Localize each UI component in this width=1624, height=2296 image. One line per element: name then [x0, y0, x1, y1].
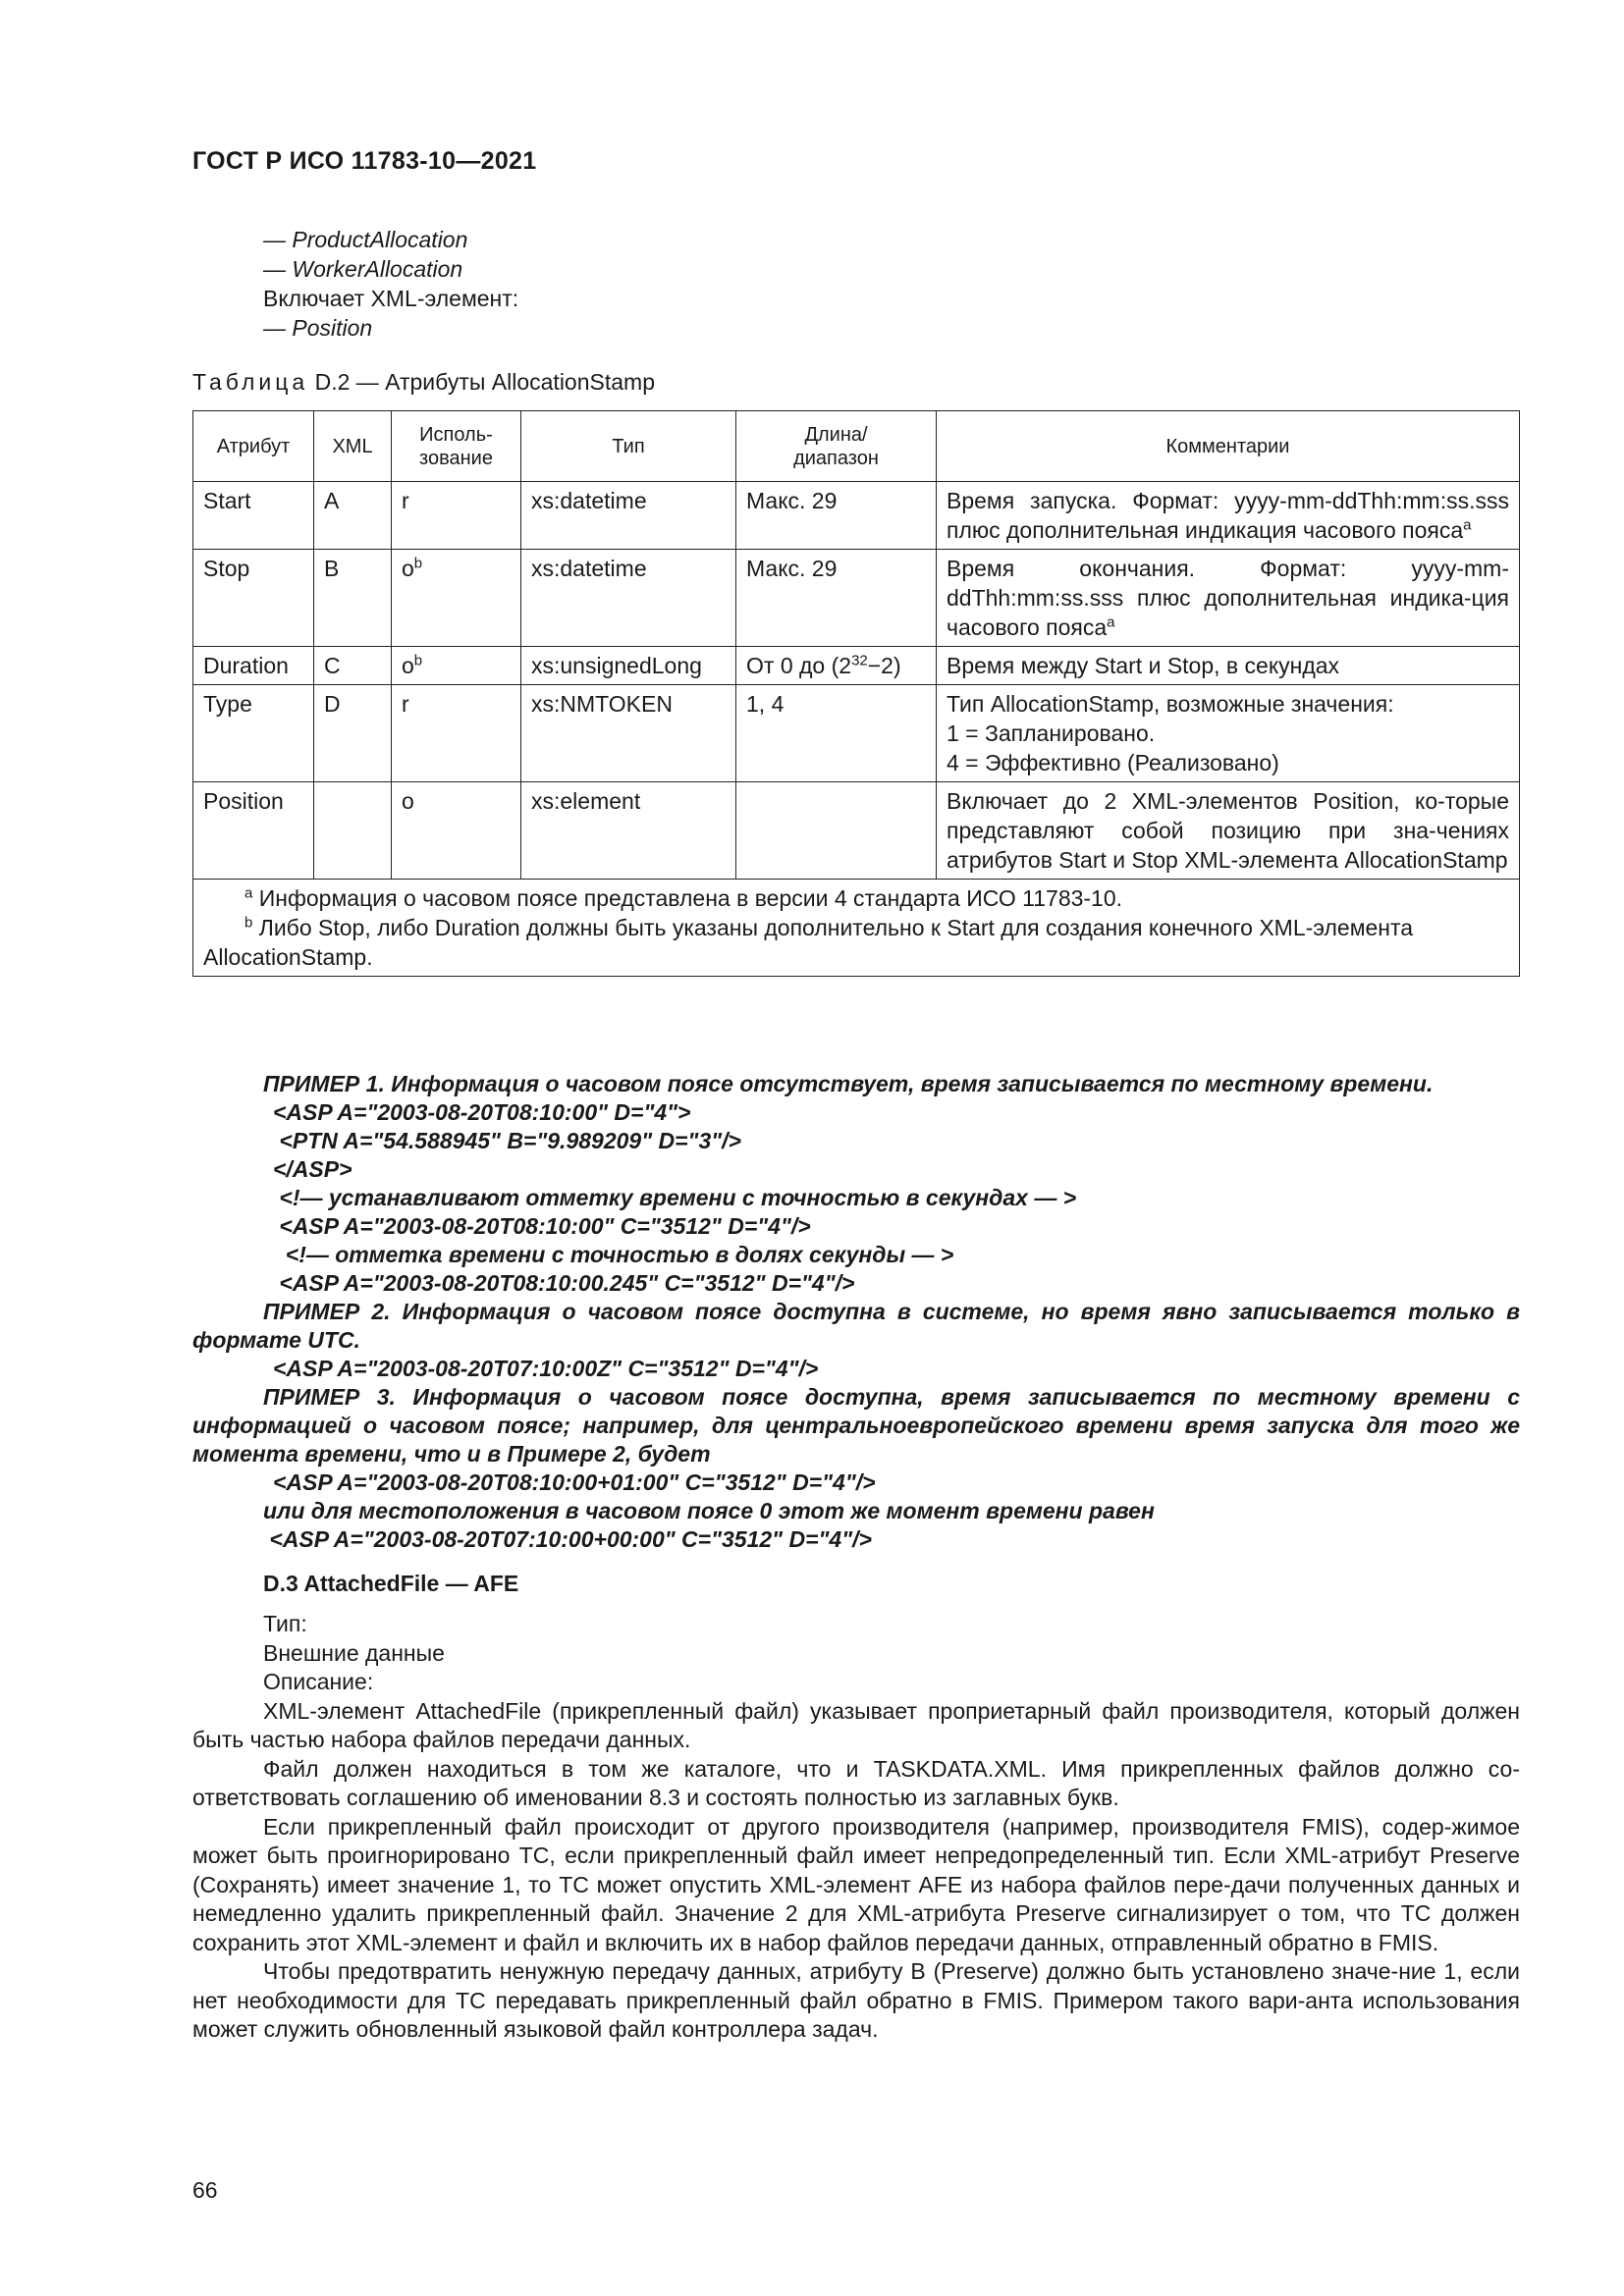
code-line: <ASP A="2003-08-20T07:10:00+00:00" C="3512" D="4"/>	[263, 1526, 872, 1552]
code-line: <ASP A="2003-08-20T07:10:00Z" C="3512" D="4"/>	[273, 1356, 819, 1381]
code-line: <!— устанавливают отметку времени с точностью в секундах — >	[273, 1185, 1077, 1210]
type-value: Внешние данные	[263, 1639, 445, 1666]
cell-comment	[937, 647, 1520, 685]
desc-label: Описание:	[263, 1669, 374, 1694]
cell-comment	[937, 685, 1520, 782]
use-sup: b	[413, 555, 423, 572]
cell-type: xs:element	[521, 782, 736, 880]
cell-attr: Type	[193, 685, 314, 782]
paragraph: Файл должен находиться в том же каталоге, что и TASKDATA.XML. Имя прикрепленных файлов должно со-ответствовать соглашению об именовании 8.3 и состоять полностью из заглавных букв.	[192, 1755, 1520, 1810]
use-value: o	[402, 653, 414, 678]
table-row	[193, 550, 1520, 647]
comment-text: Время окончания. Формат: yyyy-mm-ddThh:mm:ss.sss плюс дополнительная индика-ция часового пояса	[947, 556, 1509, 640]
examples-block	[192, 1070, 1520, 1554]
includes-item: — Position	[263, 315, 373, 341]
cell-use	[392, 685, 521, 782]
cell-len	[736, 647, 937, 685]
use-value: o	[402, 556, 414, 581]
cell-use	[392, 482, 521, 550]
use-value: r	[402, 488, 409, 513]
paragraph: Если прикрепленный файл происходит от другого производителя (например, производителя FMIS), содер-жимое может быть проигнорировано TC, если прикрепленный файл имеет непредопределенный тип. Если XML-атрибут Preserve (Сохранять) имеет значение 1, то TC может опустить XML-элемент AFE из набора файлов пере-дачи полученных данных и немедленно удалить прикрепленный файл. Значение 2 для XML-атрибута Preserve сигнализирует о том, что TC должен сохранить этот XML-элемент и файл и включить их в набор файлов передачи данных, отправленный обратно в FMIS.	[192, 1813, 1520, 1955]
footnote-a-mark: a	[244, 884, 253, 902]
cell-type: xs:datetime	[521, 482, 736, 550]
section-title: D.3 AttachedFile — AFE	[263, 1571, 519, 1596]
example-1-title: ПРИМЕР 1. Информация о часовом поясе отсутствует, время записывается по местному времени.	[263, 1071, 1434, 1096]
code-line: <ASP A="2003-08-20T08:10:00" C="3512" D="4"/>	[273, 1213, 811, 1239]
comment-text: Время запуска. Формат: yyyy-mm-ddThh:mm:ss.sss плюс дополнительная индикация часового пояса	[947, 488, 1509, 543]
example-2-title: ПРИМЕР 2. Информация о часовом поясе доступна в системе, но время явно записывается только в формате UTC.	[192, 1299, 1520, 1353]
cell-use	[392, 647, 521, 685]
document-header: ГОСТ Р ИСО 11783-10—2021	[192, 147, 537, 175]
len-value: От 0 до (2	[746, 653, 852, 678]
paragraph: XML-элемент AttachedFile (прикрепленный файл) указывает проприетарный файл производителя, который должен быть частью набора файлов передачи данных.	[192, 1697, 1520, 1752]
table-caption-text: D.2 — Атрибуты AllocationStamp	[308, 369, 655, 395]
code-line: <ASP A="2003-08-20T08:10:00+01:00" C="3512" D="4"/>	[273, 1469, 876, 1495]
cell-attr: Start	[193, 482, 314, 550]
table-row	[193, 647, 1520, 685]
comment-sup: a	[1463, 516, 1472, 534]
len-value: Макс. 29	[746, 556, 838, 581]
example-3-title: ПРИМЕР 3. Информация о часовом поясе доступна, время записывается по местному времени с информацией о часовом поясе; например, для центральноевропейского времени время запуска для того же момента времени, что и в Примере 2, будет	[192, 1384, 1520, 1467]
comment-text: Тип AllocationStamp, возможные значения: 1 = Запланировано. 4 = Эффективно (Реализовано)	[947, 691, 1394, 775]
column-header: Комментарии	[937, 411, 1520, 482]
code-line: <ASP A="2003-08-20T08:10:00.245" C="3512" D="4"/>	[273, 1270, 855, 1296]
attributes-table	[192, 410, 1520, 977]
cell-xml: C	[314, 647, 392, 685]
section-body	[192, 1610, 1520, 2045]
use-sup: b	[413, 652, 423, 669]
table-caption-prefix: Таблица	[192, 369, 309, 395]
intro-item: — WorkerAllocation	[263, 256, 463, 282]
page-number: 66	[192, 2177, 218, 2203]
code-line: <!— отметка времени с точностью в долях секунды — >	[273, 1242, 954, 1267]
column-header: Тип	[521, 411, 736, 482]
comment-text: Включает до 2 XML-элементов Position, ко-торые представляют собой позицию при зна-чениях атрибутов Start и Stop XML-элемента AllocationStamp	[947, 788, 1509, 873]
table-row	[193, 782, 1520, 880]
column-header: Длина/ диапазон	[736, 411, 937, 482]
use-value: o	[402, 788, 414, 814]
table-header-row	[193, 411, 1520, 482]
footnote-a-text: Информация о часовом поясе представлена в версии 4 стандарта ИСО 11783-10.	[252, 885, 1123, 911]
len-sup: 32	[851, 652, 868, 669]
cell-comment	[937, 782, 1520, 880]
cell-comment	[937, 482, 1520, 550]
column-header: Исполь- зование	[392, 411, 521, 482]
len-value: 1, 4	[746, 691, 785, 717]
intro-block	[263, 225, 518, 343]
cell-type: xs:unsignedLong	[521, 647, 736, 685]
column-header: Атрибут	[193, 411, 314, 482]
cell-type: xs:NMTOKEN	[521, 685, 736, 782]
use-value: r	[402, 691, 409, 717]
cell-xml: B	[314, 550, 392, 647]
table-footnotes	[193, 880, 1520, 977]
cell-attr: Position	[193, 782, 314, 880]
paragraph: Чтобы предотвратить ненужную передачу данных, атрибуту B (Preserve) должно быть установлено значе-ние 1, если нет необходимости для TC передавать прикрепленный файл обратно в FMIS. Примером такого вари-анта использования может служить обновленный языковой файл контроллера задач.	[192, 1958, 1520, 2042]
len-value: Макс. 29	[746, 488, 838, 513]
comment-text: Время между Start и Stop, в секундах	[947, 653, 1340, 678]
cell-len	[736, 482, 937, 550]
cell-attr: Stop	[193, 550, 314, 647]
cell-comment	[937, 550, 1520, 647]
cell-len	[736, 550, 937, 647]
cell-len	[736, 782, 937, 880]
code-line: </ASP>	[273, 1156, 352, 1182]
cell-use	[392, 550, 521, 647]
cell-use	[392, 782, 521, 880]
intro-item: — ProductAllocation	[263, 227, 468, 252]
includes-label: Включает XML-элемент:	[263, 286, 519, 311]
cell-attr: Duration	[193, 647, 314, 685]
cell-xml	[314, 782, 392, 880]
footnote-b-mark: b	[244, 914, 253, 932]
table-row	[193, 685, 1520, 782]
code-line: <ASP A="2003-08-20T08:10:00" D="4">	[273, 1099, 691, 1125]
code-line: <PTN A="54.588945" B="9.989209" D="3"/>	[273, 1128, 741, 1153]
cell-len	[736, 685, 937, 782]
footnote-b	[203, 913, 1509, 972]
cell-type: xs:datetime	[521, 550, 736, 647]
len-tail: −2)	[867, 653, 901, 678]
example-3-or: или для местоположения в часовом поясе 0 этот же момент времени равен	[263, 1498, 1155, 1523]
comment-sup: a	[1107, 614, 1115, 631]
table-caption	[192, 369, 655, 396]
type-label: Тип:	[263, 1611, 307, 1636]
cell-xml: A	[314, 482, 392, 550]
column-header: XML	[314, 411, 392, 482]
footnotes-cell	[193, 880, 1520, 977]
table-row	[193, 482, 1520, 550]
footnote-a	[203, 883, 1509, 913]
cell-xml: D	[314, 685, 392, 782]
footnote-b-text: Либо Stop, либо Duration должны быть указаны дополнительно к Start для создания конечного XML-элемента AllocationStamp.	[203, 915, 1414, 970]
